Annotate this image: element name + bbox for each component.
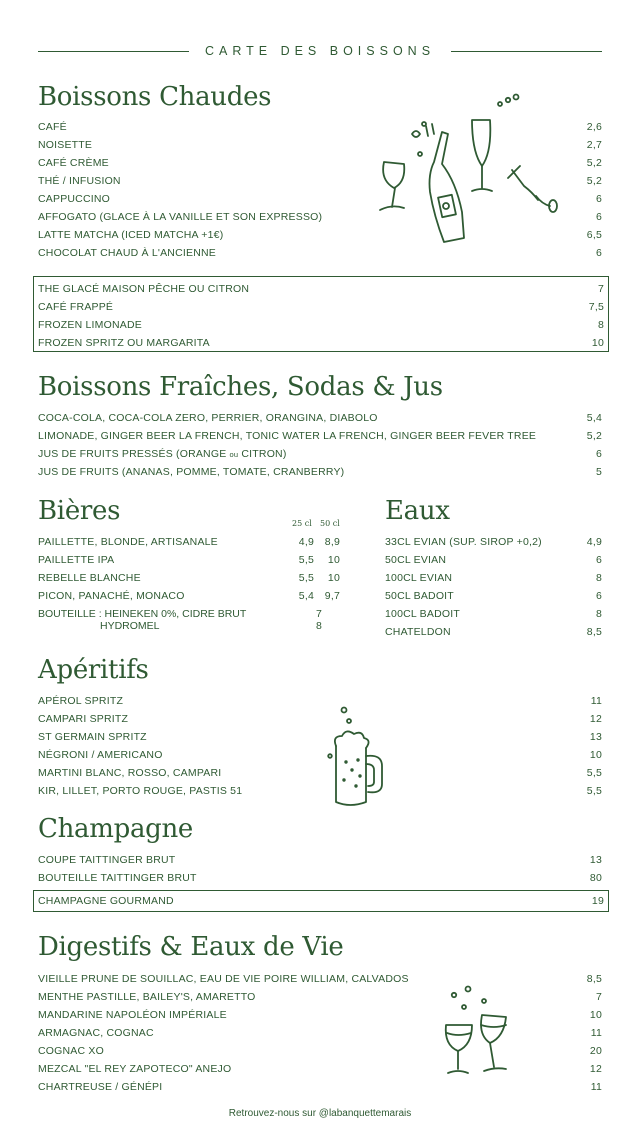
section-title-cold: Boissons Fraîches, Sodas & Jus <box>38 372 443 402</box>
item-name: CAFÉ CRÈME <box>38 157 109 169</box>
item-name: BOUTEILLE TAITTINGER BRUT <box>38 872 197 884</box>
item-name: 33CL EVIAN (SUP. SIROP +0,2) <box>385 536 542 548</box>
item-name: CHOCOLAT CHAUD À L'ANCIENNE <box>38 247 216 259</box>
item-price: 8 <box>597 319 604 331</box>
item-price: 8,5 <box>586 973 602 985</box>
footer-social: Retrouvez-nous sur @labanquettemarais <box>228 1108 412 1119</box>
item-price: 5,5 <box>586 767 602 779</box>
item-price: 11 <box>590 1027 602 1039</box>
item-price: 19 <box>591 895 604 907</box>
beer-bottle-item <box>38 608 328 632</box>
item-name: PAILLETTE IPA <box>38 554 115 566</box>
item-price-25cl: 5,4 <box>298 590 314 602</box>
champagne-gourmand-list <box>34 891 608 910</box>
item-price: 12 <box>589 713 602 725</box>
bottle-and-glasses-illustration <box>372 92 572 247</box>
item-price: 5,5 <box>586 785 602 797</box>
item-name: VIEILLE PRUNE DE SOUILLAC, EAU DE VIE POIRE WILLIAM, CALVADOS <box>38 973 409 985</box>
item-price: 6 <box>595 247 602 259</box>
item-price: 13 <box>589 731 602 743</box>
menu-title: CARTE DES BOISSONS <box>204 44 436 58</box>
cold-drinks-list <box>38 409 602 481</box>
item-price: 4,9 <box>586 536 602 548</box>
item-price: 6 <box>595 448 602 460</box>
item-price: 5 <box>595 466 602 478</box>
toasting-glasses-illustration <box>440 985 520 1077</box>
item-name: MEZCAL "EL REY ZAPOTECO" ANEJO <box>38 1063 232 1075</box>
list-item <box>38 692 602 710</box>
section-title-digestifs: Digestifs & Eaux de Vie <box>38 932 344 962</box>
item-name: COGNAC XO <box>38 1045 104 1057</box>
item-price: 6 <box>595 193 602 205</box>
list-item <box>38 569 340 587</box>
item-name: ST GERMAIN SPRITZ <box>38 731 147 743</box>
item-price-25cl: 5,5 <box>298 554 314 566</box>
item-name: AFFOGATO (GLACE À LA VANILLE ET SON EXPRESSO) <box>38 211 323 223</box>
item-name: CHAMPAGNE GOURMAND <box>38 895 174 907</box>
item-name: PAILLETTE, BLONDE, ARTISANALE <box>38 536 218 548</box>
item-name: CAPPUCCINO <box>38 193 111 205</box>
list-item <box>38 782 602 800</box>
beers-list <box>38 533 340 605</box>
item-name: MANDARINE NAPOLÉON IMPÉRIALE <box>38 1009 227 1021</box>
beer-mug-illustration <box>322 704 392 810</box>
item-name: 100CL BADOIT <box>385 608 460 620</box>
item-name: 50CL EVIAN <box>385 554 447 566</box>
item-name: 50CL BADOIT <box>385 590 454 602</box>
list-item <box>38 533 340 551</box>
item-name: PICON, PANACHÉ, MONACO <box>38 590 185 602</box>
bottle-line-2: HYDROMEL <box>100 620 160 632</box>
list-item <box>38 728 602 746</box>
list-item <box>38 892 604 910</box>
list-item <box>385 551 602 569</box>
item-price: 2,6 <box>586 121 602 133</box>
item-name: CHARTREUSE / GÉNÉPI <box>38 1081 163 1093</box>
list-item <box>38 427 602 445</box>
item-price-25cl: 5,5 <box>298 572 314 584</box>
bottle-price-2: 8 <box>316 620 322 632</box>
item-price-50cl: 10 <box>327 554 340 566</box>
section-title-beers: Bières <box>38 496 121 526</box>
item-price: 6 <box>595 590 602 602</box>
item-price: 11 <box>590 1081 602 1093</box>
header-rule-right <box>451 51 602 52</box>
section-title-aperitifs: Apéritifs <box>38 655 149 685</box>
item-price: 12 <box>589 1063 602 1075</box>
section-title-waters: Eaux <box>385 496 450 526</box>
item-price: 10 <box>591 337 604 349</box>
item-name: MENTHE PASTILLE, BAILEY'S, AMARETTO <box>38 991 256 1003</box>
list-item <box>38 1078 602 1096</box>
list-item <box>38 551 340 569</box>
item-price-50cl: 9,7 <box>324 590 340 602</box>
item-price: 13 <box>589 854 602 866</box>
item-price: 80 <box>589 872 602 884</box>
champagne-list <box>38 851 602 887</box>
item-price: 6,5 <box>586 229 602 241</box>
beer-col-25cl: 25 cl <box>292 519 312 528</box>
item-price: 8,5 <box>586 626 602 638</box>
list-item <box>38 334 604 352</box>
list-item <box>38 409 602 427</box>
header-rule-left <box>38 51 189 52</box>
list-item <box>385 587 602 605</box>
item-name: FROZEN SPRITZ OU MARGARITA <box>38 337 210 349</box>
list-item <box>38 463 602 481</box>
item-name: 100CL EVIAN <box>385 572 453 584</box>
list-item <box>38 280 604 298</box>
item-price: 6 <box>595 554 602 566</box>
list-item <box>38 445 602 463</box>
item-price: 10 <box>589 749 602 761</box>
item-price: 7,5 <box>588 301 604 313</box>
item-price: 6 <box>595 211 602 223</box>
list-item <box>38 316 604 334</box>
list-item <box>385 533 602 551</box>
item-name: CAFÉ <box>38 121 67 133</box>
item-price-50cl: 8,9 <box>324 536 340 548</box>
item-price: 5,4 <box>586 412 602 424</box>
item-name: ARMAGNAC, COGNAC <box>38 1027 154 1039</box>
item-name: CAMPARI SPRITZ <box>38 713 129 725</box>
item-name: CAFÉ FRAPPÉ <box>38 301 114 313</box>
list-item <box>385 569 602 587</box>
item-name: LIMONADE, GINGER BEER LA FRENCH, TONIC WATER LA FRENCH, GINGER BEER FEVER TREE <box>38 430 537 442</box>
boxed-champagne-gourmand <box>33 890 609 912</box>
aperitifs-list <box>38 692 602 800</box>
item-name: KIR, LILLET, PORTO ROUGE, PASTIS 51 <box>38 785 243 797</box>
section-title-champagne: Champagne <box>38 814 194 844</box>
item-price: 20 <box>589 1045 602 1057</box>
item-price: 8 <box>595 608 602 620</box>
item-name: LATTE MATCHA (ICED MATCHA +1€) <box>38 229 224 241</box>
item-name: THÉ / INFUSION <box>38 175 121 187</box>
item-name: MARTINI BLANC, ROSSO, CAMPARI <box>38 767 222 779</box>
item-price-25cl: 4,9 <box>298 536 314 548</box>
item-name: NÉGRONI / AMERICANO <box>38 749 163 761</box>
menu-header <box>38 42 602 60</box>
item-price: 7 <box>595 991 602 1003</box>
item-name: CHATELDON <box>385 626 451 638</box>
list-item <box>38 764 602 782</box>
bottle-line-1: BOUTEILLE : HEINEKEN 0%, CIDRE BRUT <box>38 608 247 620</box>
item-price: 10 <box>589 1009 602 1021</box>
list-item <box>38 587 340 605</box>
beer-col-50cl: 50 cl <box>320 519 340 528</box>
item-name: JUS DE FRUITS (ANANAS, POMME, TOMATE, CRANBERRY) <box>38 466 345 478</box>
item-name: REBELLE BLANCHE <box>38 572 141 584</box>
item-price: 5,2 <box>586 175 602 187</box>
item-price: 8 <box>595 572 602 584</box>
item-name: JUS DE FRUITS PRESSÉS (ORANGE ou CITRON) <box>38 448 287 460</box>
item-name: COUPE TAITTINGER BRUT <box>38 854 176 866</box>
item-name: NOISETTE <box>38 139 93 151</box>
item-price: 7 <box>597 283 604 295</box>
list-item <box>38 851 602 869</box>
item-name: COCA-COLA, COCA-COLA ZERO, PERRIER, ORANGINA, DIABOLO <box>38 412 378 424</box>
cold-specials-list <box>34 277 608 352</box>
item-price: 5,2 <box>586 430 602 442</box>
item-price: 5,2 <box>586 157 602 169</box>
boxed-cold-specials <box>33 276 609 352</box>
section-title-hot: Boissons Chaudes <box>38 82 272 112</box>
item-price: 2,7 <box>586 139 602 151</box>
list-item <box>38 298 604 316</box>
list-item <box>38 869 602 887</box>
item-name: THE GLACÉ MAISON PÊCHE OU CITRON <box>38 283 250 295</box>
waters-list <box>385 533 602 641</box>
list-item <box>385 623 602 641</box>
bottle-price-1: 7 <box>316 608 322 620</box>
item-name: APÉROL SPRITZ <box>38 695 124 707</box>
item-price: 11 <box>590 695 602 707</box>
item-price-50cl: 10 <box>327 572 340 584</box>
list-item <box>38 710 602 728</box>
item-name: FROZEN LIMONADE <box>38 319 142 331</box>
list-item <box>385 605 602 623</box>
list-item <box>38 746 602 764</box>
